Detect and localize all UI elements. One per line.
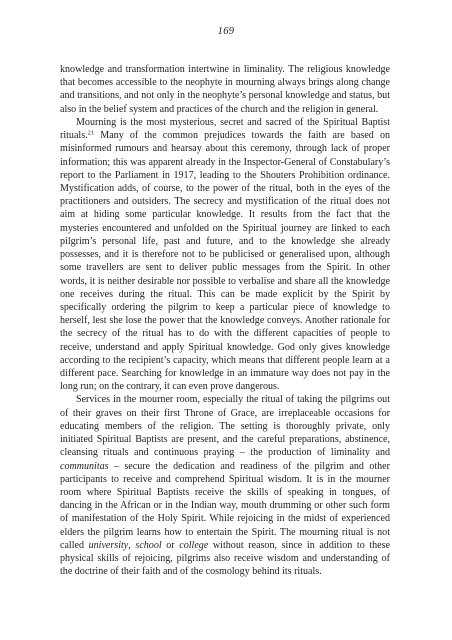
italic-term: college: [179, 539, 209, 551]
paragraph: [60, 116, 390, 394]
text-run: Services in the mourner room, especially the ritual of taking the pilgrims out of their graves on their first Throne of Grace, are irreplaceable occasions for educating members of the religion. The setting is thoroughly private, only initiated Spiritual Baptists are present, and the careful preparations, abstinence, cleansing rituals and continuous praying – the production of liminality and: [60, 394, 390, 459]
paragraph: [60, 63, 390, 116]
page-number: 169: [217, 26, 235, 37]
footnote-marker: 21: [87, 129, 95, 137]
body-text: [60, 63, 390, 579]
italic-term: school: [135, 539, 162, 551]
text-run: ,: [128, 539, 136, 551]
text-run: Mourning is the most mysterious, secret and sacred of the Spiritual Baptist rituals.: [60, 116, 390, 142]
italic-term: communitas: [60, 460, 109, 472]
text-run: Many of the common prejudices towards the faith are based on misinformed rumours and hearsay about this ceremony, through lack of proper information; this was apparent already in the Inspector-General of Constabulary’s report to the Parliament in 1917, leading to the Shouters Prohibition ordinance. Mystification adds, of course, to the power of the ritual, both in the eyes of the practitioners and outsiders. The secrecy and mystification of the ritual does not aim at hiding some particular knowledge. It results from the fact that the mysteries encountered and unfolded on the Spiritual journey are linked to each pilgrim’s personal life, past and future, and to the knowledge she already possesses, and it is therefore not to be publicised or generalised upon, although some travellers are sent to deliver public messages from the Spirit. In other words, it is neither desirable nor possible to verbalise and share all the knowledge one receives during the ritual. This can be made explicit by the Spirit by specifically ordering the pilgrim to keep a particular piece of knowledge to herself, lest she lose the power that the knowledge conveys. Another rationale for the secrecy of the ritual has to do with the different capacities of people to receive, understand and apply Spiritual knowledge. God only gives knowledge according to the recipient’s capacity, which means that different people learn at a different pace. Searching for knowledge in an immature way does not pay in the long run; on the contrary, it can even prove dangerous.: [60, 130, 390, 393]
text-run: without reason, since in addition to these physical skills of rejoicing, pilgrims also receive wisdom and understanding of the doctrine of their faith and of the cosmology behind its rituals.: [60, 539, 390, 578]
text-run: or: [161, 539, 180, 551]
paragraph: [60, 393, 390, 578]
text-run: knowledge and transformation intertwine in liminality. The religious knowledge that becomes accessible to the neophyte in mourning always brings along change and transitions, and not only in the neophyte’s personal knowledge and status, but also in the belief system and practices of the church and the religion in general.: [60, 64, 390, 115]
italic-term: university: [88, 539, 129, 551]
text-run: – secure the dedication and readiness of the pilgrim and other participants to receive and comprehend Spiritual wisdom. It is in the mourner room where Spiritual Baptists receive the skills of speaking in tongues, of dancing in the African or in the Indian way, mouth drumming or other such form of manifestation of the Holy Spirit. While rejoicing in the midst of experienced elders the pilgrim learns how to entertain the Spirit. The mourning ritual is not called: [60, 460, 390, 551]
